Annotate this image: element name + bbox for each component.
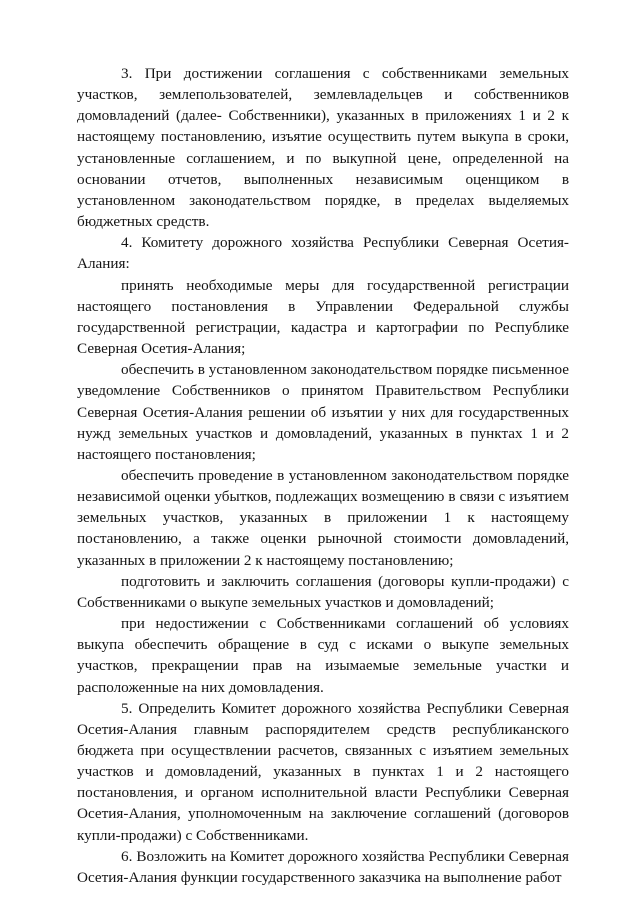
paragraph-3: 3. При достижении соглашения с собственниками земельных участков, землепользователей, землевладельцев и собственников домовладений (далее- Собственники), указанных в приложениях 1 и 2 к настоящему постановлению, изъятие осуществить путем выкупа в сроки, установленные соглашением, и по выкупной цене, определенной на основании отчетов, выполненных независимым оценщиком в установленном законодательством порядке, в пределах выделяемых бюджетных средств. [77,65,569,231]
paragraph-4-item-agreements: подготовить и заключить соглашения (договоры купли-продажи) с Собственниками о выкупе земельных участков и домовладений; [77,572,569,611]
paragraph-6: 6. Возложить на Комитет дорожного хозяйства Республики Северная Осетия-Алания функции государственного заказчика на выполнение работ [77,847,569,886]
paragraph-4-item-valuation: обеспечить проведение в установленном законодательством порядке независимой оценки убытков, подлежащих возмещению в связи с изъятием земельных участков, указанных в приложении 1 к настоящему постановлению, а также оценки рыночной стоимости домовладений, указанных в приложении 2 к настоящему постановлению; [77,466,569,569]
paragraph-4-item-registration: принять необходимые меры для государственной регистрации настоящего постановления в Управлении Федеральной службы государственной регистрации, кадастра и картографии по Республике Северная Осетия-Алания; [77,276,569,358]
paragraph-4: 4. Комитету дорожного хозяйства Республики Северная Осетия-Алания: [77,234,569,273]
paragraph-4-item-court: при недостижении с Собственниками соглашений об условиях выкупа обеспечить обращение в суд с исками о выкупе земельных участков, прекращении прав на изымаемые земельные участки и расположенные на них домовладения. [77,615,569,696]
paragraph-4-item-notification: обеспечить в установленном законодательством порядке письменное уведомление Собственников о принятом Правительством Республики Северная Осетия-Алания решении об изъятии у них для государственных нужд земельных участков и домовладений, указанных в пунктах 1 и 2 настоящего постановления; [77,361,569,463]
paragraph-5: 5. Определить Комитет дорожного хозяйства Республики Северная Осетия-Алания главным распорядителем средств республиканского бюджета при осуществлении расчетов, связанных с изъятием земельных участков и домовладений, указанных в пунктах 1 и 2 настоящего постановления, и органом исполнительной власти Республики Северная Осетия-Алания, уполномоченным на заключение соглашений (договоров купли-продажи) с Собственниками. [77,699,569,844]
document-body [77,63,569,888]
